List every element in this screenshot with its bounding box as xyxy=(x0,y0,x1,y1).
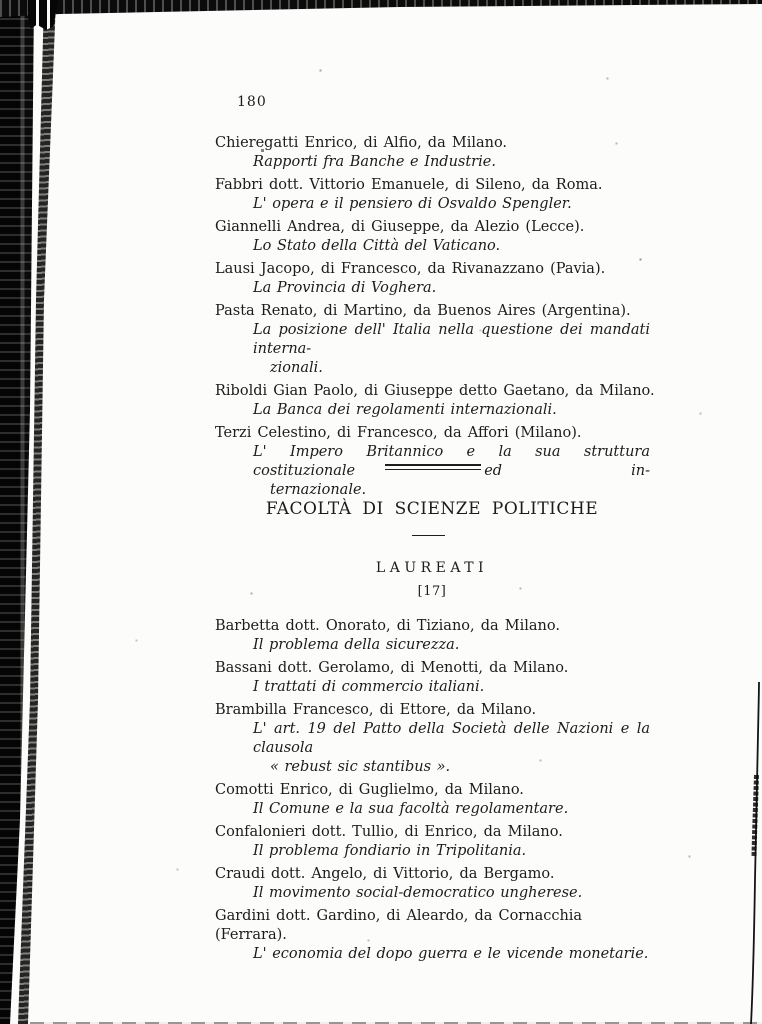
laureati-subheading: LAUREATI xyxy=(375,560,489,576)
thesis-title-line: « rebust sic stantibus ». xyxy=(270,759,451,775)
thesis-title-line: La Banca dei regolamenti internazionali. xyxy=(253,402,557,418)
graduate-name: Craudi dott. Angelo, di Vittorio, da Bergamo. xyxy=(215,866,555,882)
graduate-list-top xyxy=(215,134,655,504)
graduate-name: Comotti Enrico, di Guglielmo, da Milano. xyxy=(215,782,524,798)
graduate-count: [17] xyxy=(417,584,447,599)
graduate-entry xyxy=(215,617,655,655)
thesis-title-line: L' art. 19 del Patto della Società delle Nazioni e la clausola xyxy=(253,721,650,756)
graduate-name: Riboldi Gian Paolo, di Giuseppe detto Gaetano, da Milano. xyxy=(215,383,655,399)
graduate-name: Gardini dott. Gardino, di Aleardo, da Cornacchia (Ferrara). xyxy=(215,908,583,943)
graduate-entry xyxy=(215,865,655,903)
graduate-name: Barbetta dott. Onorato, di Tiziano, da Milano. xyxy=(215,618,560,634)
thesis-title-line: L' economia del dopo guerra e le vicende monetarie. xyxy=(253,946,649,962)
faculty-heading: FACOLTÀ DI SCIENZE POLITICHE xyxy=(265,499,599,519)
thesis-title-line: zionali. xyxy=(270,360,323,376)
thesis-title-line: Il problema della sicurezza. xyxy=(253,637,460,653)
graduate-entry xyxy=(215,382,655,420)
graduate-entry xyxy=(215,701,655,777)
thesis-title-line: Lo Stato della Città del Vaticano. xyxy=(253,238,501,254)
scan-corner-mark xyxy=(28,0,58,30)
thesis-title-line: Il problema fondiario in Tripolitania. xyxy=(253,843,527,859)
thesis-title-line: L' opera e il pensiero di Osvaldo Spengler. xyxy=(253,196,572,212)
scan-top-edge-shadow xyxy=(0,0,762,18)
thesis-title-line: La posizione dell' Italia nella questione dei mandati interna- xyxy=(253,322,650,357)
section-divider-rule xyxy=(385,464,481,470)
graduate-entry xyxy=(215,260,655,298)
graduate-entry xyxy=(215,907,655,964)
graduate-name: Brambilla Francesco, di Ettore, da Milano. xyxy=(215,702,537,718)
graduate-name: Chieregatti Enrico, di Alfio, da Milano. xyxy=(215,135,508,151)
thesis-title-line: La Provincia di Voghera. xyxy=(253,280,437,296)
graduate-name: Bassani dott. Gerolamo, di Menotti, da Milano. xyxy=(215,660,569,676)
heading-underline-rule xyxy=(412,535,445,536)
thesis-title-line: ternazionale. xyxy=(270,482,367,498)
graduate-name: Lausi Jacopo, di Francesco, da Rivanazzano (Pavia). xyxy=(215,261,606,277)
scan-right-edge-line xyxy=(744,680,762,1024)
graduate-name: Giannelli Andrea, di Giuseppe, da Alezio (Lecce). xyxy=(215,219,585,235)
graduate-entry xyxy=(215,176,655,214)
graduate-entry xyxy=(215,218,655,256)
thesis-title-line: L' Impero Britannico e la sua struttura costituzionale ed in- xyxy=(253,444,650,479)
thesis-title-line: Il movimento social-democratico ungherese. xyxy=(253,885,583,901)
graduate-list-bottom xyxy=(215,617,655,968)
graduate-entry xyxy=(215,302,655,378)
thesis-title-line: Rapporti fra Banche e Industrie. xyxy=(253,154,496,170)
page-number: 180 xyxy=(237,94,267,110)
graduate-entry xyxy=(215,424,655,500)
graduate-entry xyxy=(215,781,655,819)
graduate-name: Pasta Renato, di Martino, da Buenos Aires (Argentina). xyxy=(215,303,631,319)
thesis-title-line: Il Comune e la sua facoltà regolamentare. xyxy=(253,801,569,817)
graduate-entry xyxy=(215,823,655,861)
thesis-title-line: I trattati di commercio italiani. xyxy=(253,679,485,695)
graduate-entry xyxy=(215,659,655,697)
graduate-name: Fabbri dott. Vittorio Emanuele, di Sileno, da Roma. xyxy=(215,177,603,193)
graduate-name: Confalonieri dott. Tullio, di Enrico, da Milano. xyxy=(215,824,563,840)
graduate-name: Terzi Celestino, di Francesco, da Affori (Milano). xyxy=(215,425,582,441)
graduate-entry xyxy=(215,134,655,172)
